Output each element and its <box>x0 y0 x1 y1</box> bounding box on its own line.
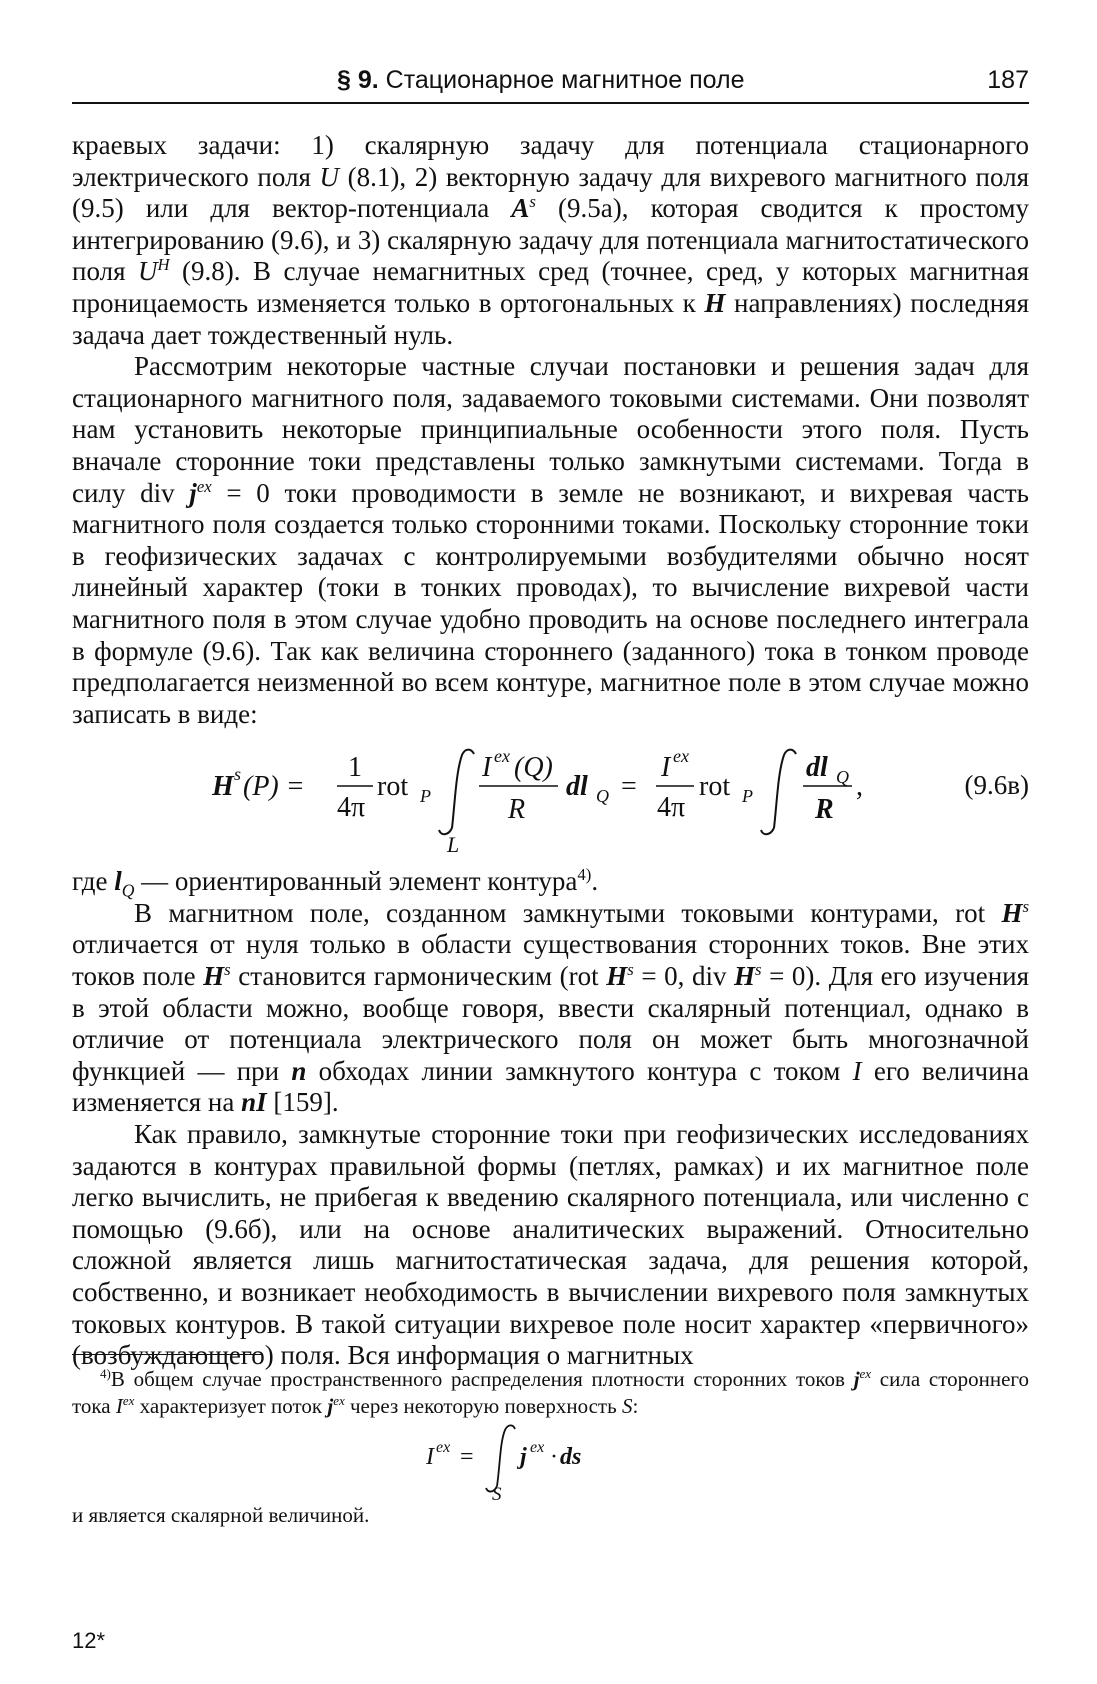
footnote-4 <box>72 1366 1029 1529</box>
paragraph-5: Как правило, замкнутые сторонние токи при геофизических исследованиях задаются в контурах правильной формы (петлях, рамках) и их магнитное поле легко вычислить, не прибегая к введению скалярного потенциала, или численно с помощью (9.6б), или на основе аналитических выражений. Относительно сложной является лишь магнитостатическая задача, для решения которой, собственно, и возникает необходимость в вычислении вихревого поля замкнутых токовых контуров. В такой ситуации вихревое поле носит характер «первичного» (возбуждающего) поля. Вся информация о магнитных <box>72 1119 1029 1371</box>
fn-eq-equals: = <box>460 1444 474 1470</box>
eq-integral-2 <box>761 750 796 835</box>
text-run: — ориентированный элемент контура <box>134 866 578 897</box>
eq-rot-2: rot <box>699 771 731 803</box>
symbol-U: U <box>319 161 339 192</box>
superscript-s: s <box>755 960 762 980</box>
eq-four-pi: 4π <box>337 792 366 824</box>
symbol-A: A <box>511 193 530 224</box>
text-run: его величина изменяется на <box>72 1055 1029 1118</box>
eq-I-arg: (Q) <box>514 752 553 784</box>
symbol-nI: nI <box>241 1087 267 1118</box>
eq-I: I <box>482 752 492 784</box>
fn-eq-S: S <box>492 1484 502 1502</box>
eq-L: L <box>447 832 460 858</box>
symbol-I: I <box>852 1055 862 1086</box>
eq-H-sup: s <box>234 764 242 785</box>
eq-sub-P: P <box>420 786 431 807</box>
fn-eq-integral <box>486 1425 515 1491</box>
symbol-l: l <box>114 866 122 897</box>
eq-sub-Q-2: Q <box>836 767 849 788</box>
fn-eq-j: j <box>520 1444 527 1470</box>
paragraph-1 <box>72 130 1029 351</box>
symbol-j: j <box>327 1394 334 1418</box>
fn-eq-I: I <box>426 1444 434 1470</box>
eq-sub-P-2: P <box>742 786 753 807</box>
footnote-last-line: и является скалярной величиной. <box>72 1503 370 1527</box>
text-run: . <box>591 866 599 897</box>
footnote-equation-graphic <box>72 1420 1029 1502</box>
symbol-H: H <box>1001 897 1023 928</box>
eq-dl-2: dl <box>806 752 828 784</box>
text-run: : <box>632 1394 639 1418</box>
text-run: характеризует поток <box>134 1394 328 1418</box>
body-text <box>72 130 1029 1372</box>
footnote-ref: 4) <box>577 865 592 885</box>
superscript-s: s <box>1022 896 1029 916</box>
text-run: В магнитном поле, созданном замкнутыми токовыми контурами, rot <box>134 897 1002 928</box>
text-run: через некоторую поверхность <box>344 1394 622 1418</box>
subscript-Q: Q <box>121 880 135 901</box>
fn-eq-ds: ds <box>560 1444 582 1470</box>
symbol-H: H <box>734 961 756 992</box>
eq-I2-sup: ex <box>673 746 689 767</box>
eq-dl: dl <box>566 771 588 803</box>
text-run: (8.1), 2) векторную задачу для вихревого магнитного поля (9.5) или для вектор-потенциала <box>72 161 1029 224</box>
symbol-H: H <box>606 961 628 992</box>
fn-eq-sup: ex <box>436 1439 451 1456</box>
footnote-equation <box>72 1420 1029 1502</box>
text-run: (9.5а), которая сводится к простому интегрированию (9.6), и 3) скалярную задачу для потенциала магнитостатического поля <box>72 193 1029 287</box>
eq-R: R <box>508 794 526 826</box>
symbol-U: U <box>137 256 158 287</box>
superscript-s: s <box>529 192 536 212</box>
eq-one: 1 <box>348 752 362 784</box>
section-heading <box>337 66 745 95</box>
eq-equals: = <box>621 771 637 803</box>
eq-H: H <box>212 771 234 803</box>
equation-9-6v <box>72 740 1029 858</box>
symbol-I: I <box>115 1394 123 1418</box>
text-run: сила стороннего тока <box>72 1367 1029 1418</box>
symbol-n: n <box>291 1055 307 1086</box>
symbol-j: j <box>853 1367 860 1391</box>
fn-eq-dot: · <box>550 1444 558 1470</box>
eq-I-sup: ex <box>494 746 510 767</box>
text-run: Рассмотрим некоторые частные случаи постановки и решения задач для стационарного магнитного поля, задаваемого токовыми системами. Они позволят нам установить некоторые принципиальные особенности этого поля. Пусть вначале сторонние токи представлены только замкнутыми системами. Тогда в силу div <box>72 351 1029 508</box>
signature-mark: 12* <box>72 1628 106 1653</box>
symbol-H: H <box>704 287 726 318</box>
text-run: (9.8). В случае немагнитных сред (точнее, сред, у которых магнитная проницаемость изменяется только в ортогональных к <box>72 256 1029 318</box>
superscript-s: s <box>224 960 231 980</box>
text-run: направлениях) последняя задача дает тождественный нуль. <box>72 287 1029 350</box>
paragraph-4 <box>72 898 1029 1119</box>
superscript-H: H <box>157 255 170 275</box>
fn-eq-j-sup: ex <box>530 1439 545 1456</box>
eq-I2: I <box>661 752 671 784</box>
eq-lhs-arg: (P) = <box>243 771 305 803</box>
eq-sub-Q: Q <box>596 786 609 807</box>
text-run: = 0 токи проводимости в земле не возникают, и вихревая часть магнитного поля создается только сторонними токами. Поскольку сторонние токи в геофизических задачах с контролируемыми возбудителями обычно носят линейный характер (токи в тонких проводах), то вычисление вихревой части магнитного поля в этом случае удобно проводить на основе последнего интеграла в формуле (9.6). Так как величина стороннего (заданного) тока в тонком проводе предполагается неизменной во всем контуре, магнитное поле в этом случае можно записать в виде: <box>72 477 1029 729</box>
equation-number: (9.6в) <box>964 770 1029 801</box>
footnote-text <box>72 1366 1029 1420</box>
page-number: 187 <box>987 66 1029 94</box>
eq-four-pi-2: 4π <box>657 792 686 824</box>
eq-integral-1 <box>439 750 474 835</box>
text-run: где <box>72 866 115 897</box>
text-run: отличается от нуля только в области существования сторонних токов. Вне этих токов поле <box>72 929 1029 992</box>
symbol-H: H <box>203 961 225 992</box>
symbol-j: j <box>189 477 197 508</box>
superscript-ex: ex <box>333 1393 345 1408</box>
paragraph-3 <box>72 865 1029 901</box>
superscript-s: s <box>627 960 634 980</box>
superscript-ex: ex <box>196 476 212 496</box>
text-run: обходах линии замкнутого контура с током <box>306 1055 853 1086</box>
eq-R-2: R <box>815 794 834 826</box>
footnote-rule <box>72 1354 262 1355</box>
footnote-mark: 4) <box>100 1366 111 1381</box>
section-title: Стационарное магнитное поле <box>385 66 745 94</box>
symbol-S: S <box>621 1394 633 1418</box>
paragraph-2 <box>72 351 1029 730</box>
text-run: = 0, div <box>633 961 735 992</box>
running-head <box>72 62 1029 104</box>
page <box>72 0 1029 1684</box>
eq-rot: rot <box>377 771 409 803</box>
text-run: = 0). Для его изучения в этой области можно, вообще говоря, ввести скалярный потенциал, однако в отличие от потенциала электрического поля он может быть многозначной функцией — при <box>72 961 1030 1086</box>
text-run: становится гармоническим (rot <box>230 961 607 992</box>
text-run: краевых задачи: 1) скалярную задачу для потенциала стационарного электрического поля <box>72 130 1029 192</box>
superscript-ex: ex <box>859 1366 872 1381</box>
eq-comma: , <box>856 771 863 803</box>
equation-graphic <box>72 740 1029 858</box>
text-run: [159]. <box>266 1087 339 1118</box>
superscript-ex: ex <box>122 1393 135 1408</box>
section-mark: § 9. <box>337 66 379 94</box>
text-run: В общем случае пространственного распределения плотности сторонних токов <box>110 1367 854 1391</box>
